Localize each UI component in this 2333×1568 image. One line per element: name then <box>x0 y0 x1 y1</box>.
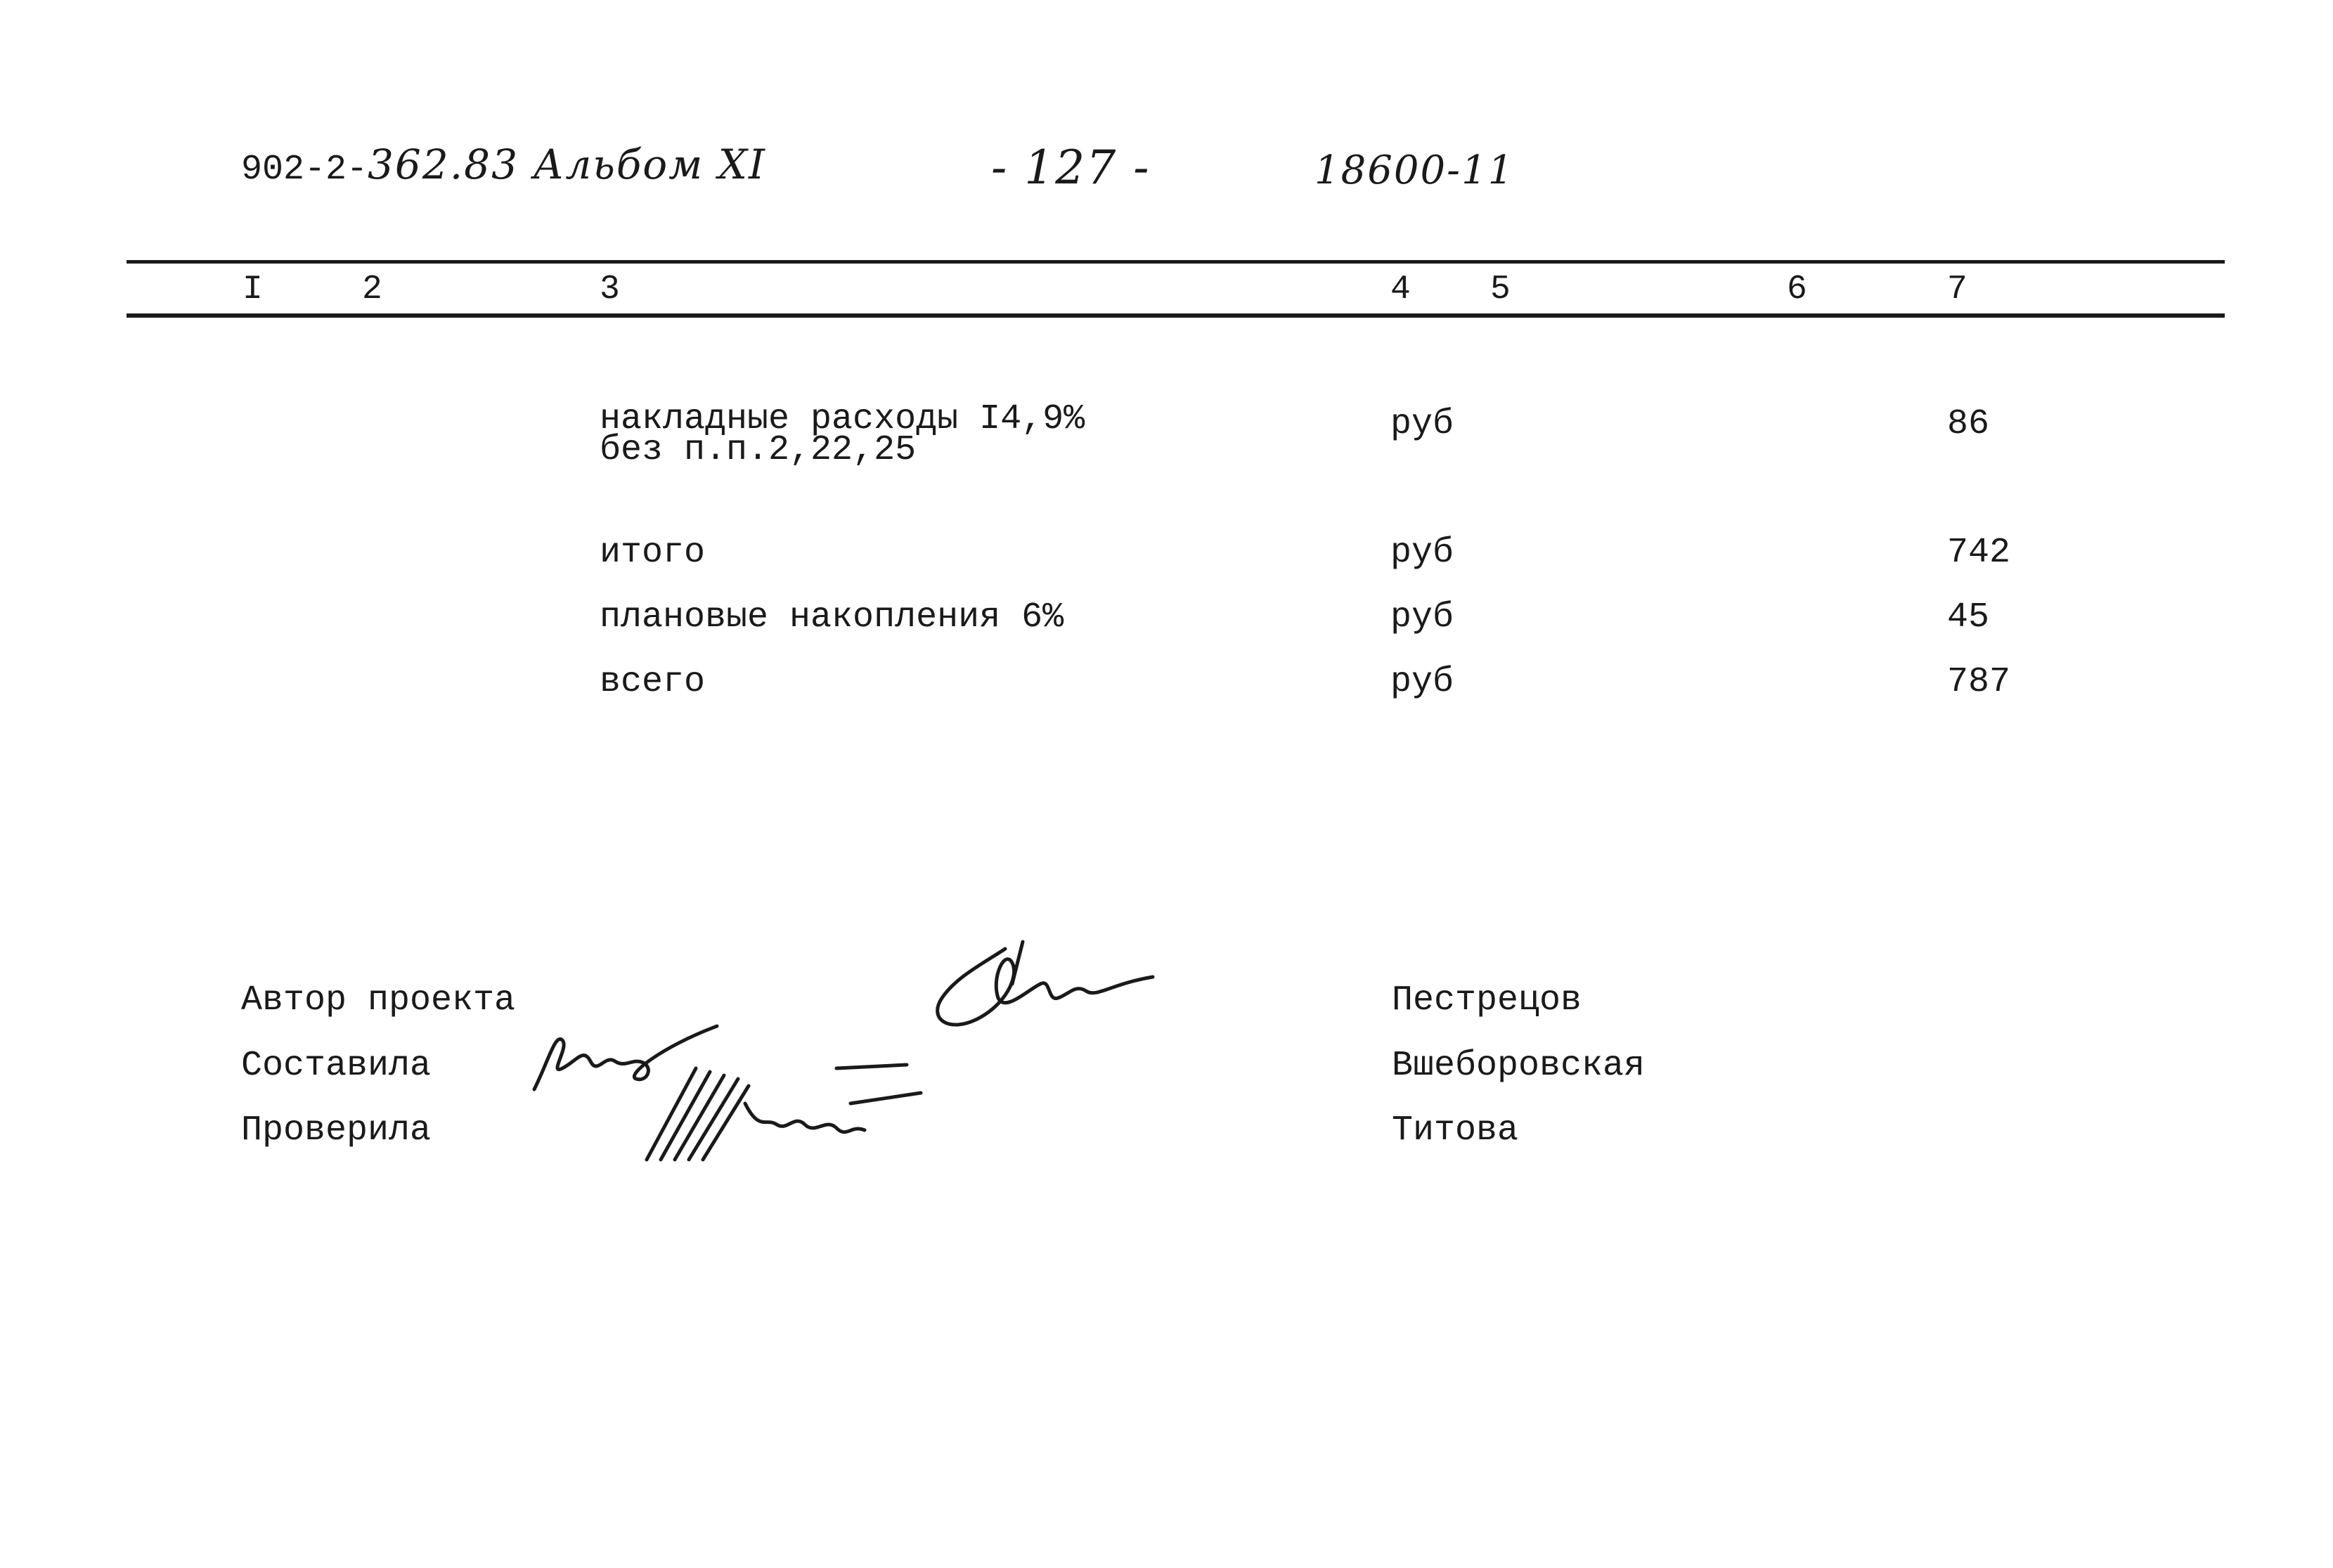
table-top-rule <box>127 260 2225 264</box>
table-row-value: 742 <box>1947 533 2011 573</box>
page-number: - 127 - <box>991 141 1151 195</box>
table-row-unit: руб <box>1390 533 1454 573</box>
signature-role-author: Автор проекта <box>241 980 516 1021</box>
signature-name-checked: Титова <box>1392 1110 1519 1151</box>
column-number-4: 4 <box>1390 271 1411 309</box>
document-code-handwritten: 362.83 Альбом XI <box>368 141 766 188</box>
inventory-number: 18600-11 <box>1314 148 1515 193</box>
row-overhead-line-2: без п.п.2,22,25 <box>600 430 917 470</box>
signature-role-checked: Проверила <box>241 1110 432 1151</box>
document-code-prefix: 902-2- <box>241 150 368 190</box>
table-row-description: итого <box>600 533 706 573</box>
signature-name-compiled: Вшеборовская <box>1392 1046 1646 1086</box>
table-row-value: 45 <box>1947 597 1990 637</box>
column-number-1: I <box>243 271 263 309</box>
table-row-value: 787 <box>1947 662 2011 702</box>
signature-checked-scribble <box>640 1047 935 1174</box>
table-row-description <box>600 399 1085 470</box>
row-overhead-line-1: накладные расходы I4,9% <box>600 399 1085 439</box>
column-number-3: 3 <box>600 271 620 309</box>
document-code <box>241 141 766 190</box>
signature-role-compiled: Составила <box>241 1046 432 1086</box>
column-number-5: 5 <box>1490 271 1511 309</box>
table-row-unit: руб <box>1390 597 1454 637</box>
table-row-value: 86 <box>1947 404 1990 444</box>
table-row-description: плановые накопления 6% <box>600 597 1064 637</box>
table-header-bottom-rule <box>127 313 2225 318</box>
column-number-7: 7 <box>1947 271 1967 309</box>
signature-author-scribble <box>900 935 1167 1047</box>
table-row-unit: руб <box>1390 404 1454 444</box>
column-number-2: 2 <box>362 271 382 309</box>
table-row-description: всего <box>600 662 706 702</box>
column-number-6: 6 <box>1787 271 1807 309</box>
signature-name-author: Пестрецов <box>1392 980 1582 1021</box>
table-row-unit: руб <box>1390 662 1454 702</box>
